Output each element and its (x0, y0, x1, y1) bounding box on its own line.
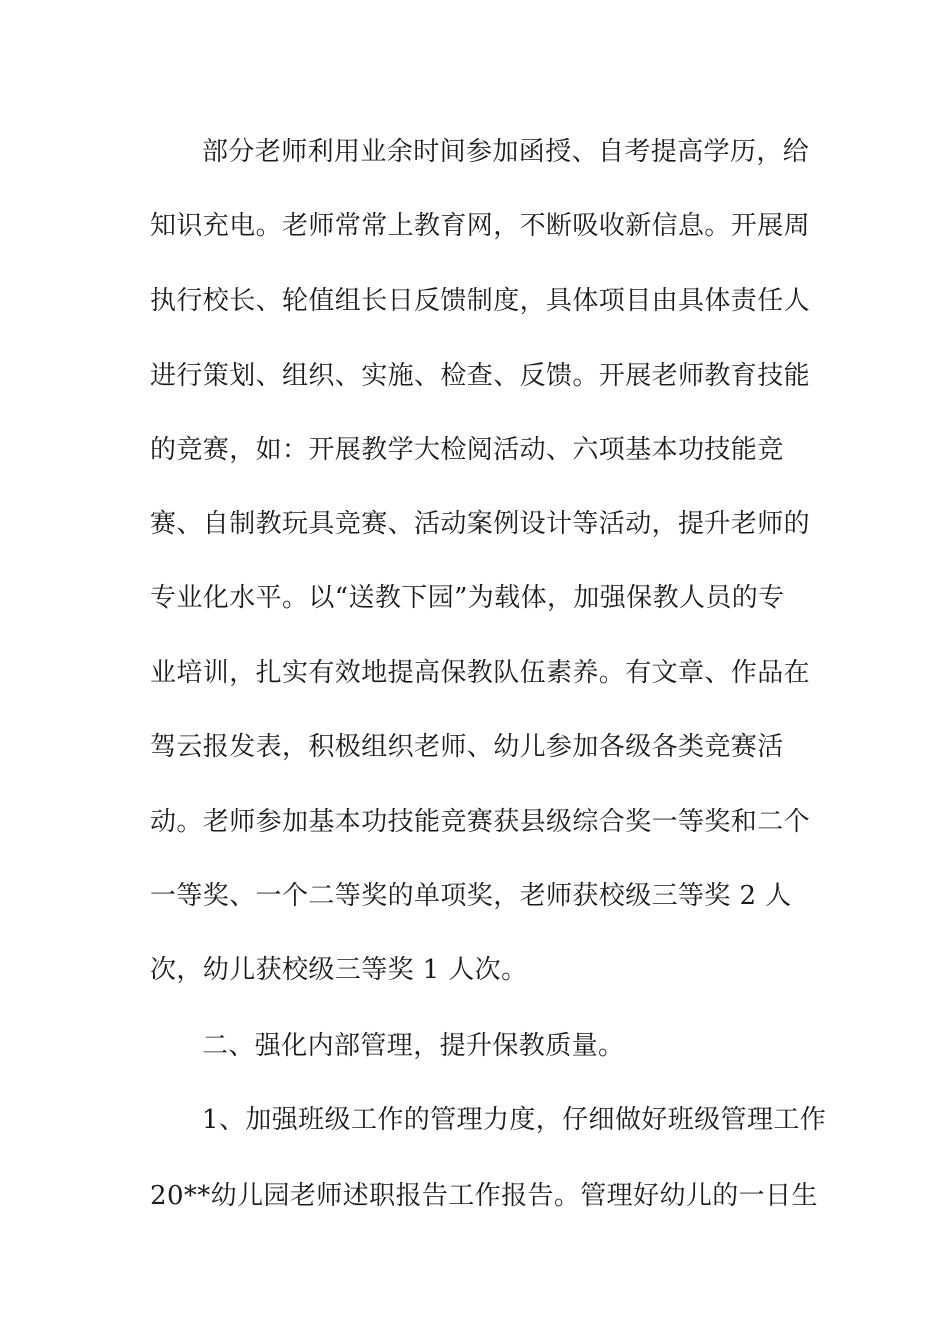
paragraph-line: 知识充电。老师常常上教育网，不断吸收新信息。开展周 (150, 211, 811, 241)
paragraph-line: 1、加强班级工作的管理力度，仔细做好班级管理工作 (202, 1105, 827, 1135)
paragraph-line: 赛、自制教玩具竞赛、活动案例设计等活动，提升老师的 (150, 509, 811, 539)
paragraph-line: 进行策划、组织、实施、检查、反馈。开展老师教育技能 (150, 361, 811, 391)
paragraph-line: 的竞赛，如：开展教学大检阅活动、六项基本功技能竞 (150, 435, 784, 465)
paragraph-line: 驾云报发表，积极组织老师、幼儿参加各级各类竞赛活 (150, 732, 784, 762)
paragraph-line: 专业化水平。以“送教下园”为载体，加强保教人员的专 (150, 583, 785, 613)
paragraph-line: 20**幼儿园老师述职报告工作报告。管理好幼儿的一日生 (150, 1181, 818, 1211)
paragraph-line: 部分老师利用业余时间参加函授、自考提高学历，给 (202, 137, 810, 167)
section-heading: 二、强化内部管理，提升保教质量。 (202, 1031, 625, 1061)
paragraph-line: 执行校长、轮值组长日反馈制度，具体项目由具体责任人 (150, 286, 811, 316)
paragraph-line: 次，幼儿获校级三等奖 1 人次。 (150, 955, 528, 985)
paragraph-line: 动。老师参加基本功技能竞赛获县级综合奖一等奖和二个 (150, 807, 811, 837)
paragraph-line: 业培训，扎实有效地提高保教队伍素养。有文章、作品在 (150, 658, 811, 688)
paragraph-line: 一等奖、一个二等奖的单项奖，老师获校级三等奖 2 人 (150, 881, 792, 911)
